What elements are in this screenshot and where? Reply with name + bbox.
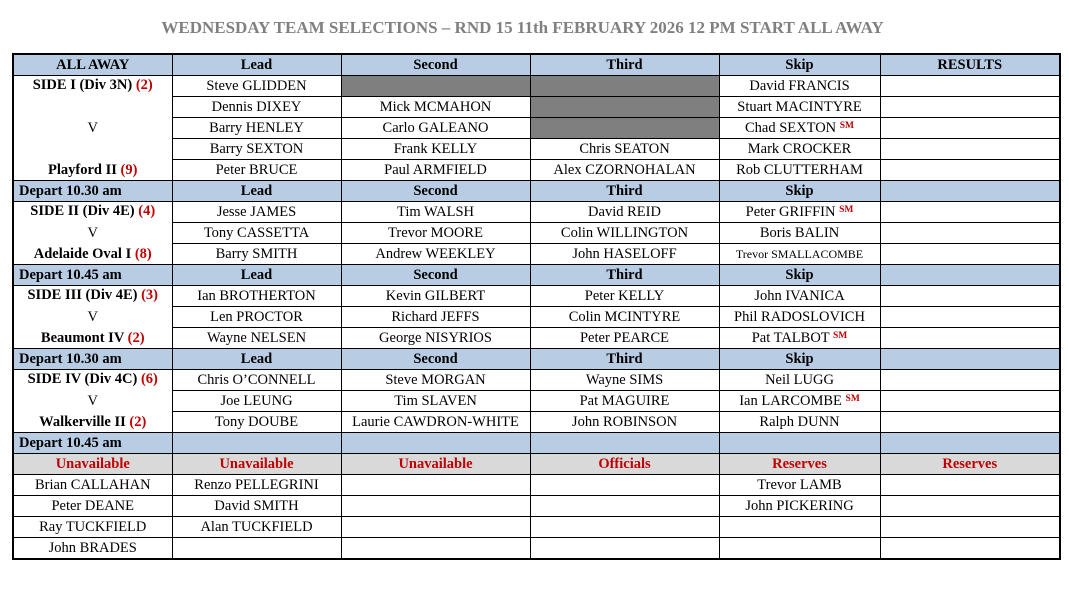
- skip-cell: [719, 76, 880, 97]
- second-cell: [341, 286, 530, 307]
- depart-time: Depart 10.45 am: [13, 433, 172, 454]
- depart-header-cell: [880, 265, 1060, 286]
- third-cell: [530, 307, 719, 328]
- second-cell: [341, 118, 530, 139]
- second-name: Laurie CAWDRON-WHITE: [352, 413, 519, 430]
- depart-row: [13, 265, 1060, 286]
- depart-header-cell: Lead: [172, 265, 341, 286]
- second-cell: [341, 244, 530, 265]
- availability-cell: Peter DEANE: [13, 496, 172, 517]
- versus-label: V: [87, 119, 98, 136]
- result-cell: [880, 370, 1060, 391]
- third-name: Peter KELLY: [584, 287, 665, 304]
- skip-cell: [719, 139, 880, 160]
- header-cell: Second: [341, 54, 530, 76]
- lead-cell: [172, 118, 341, 139]
- lead-cell: [172, 328, 341, 349]
- availability-cell: John BRADES: [13, 538, 172, 560]
- availability-cell: [341, 517, 530, 538]
- skip-name: Phil RADOSLOVICH: [734, 308, 865, 325]
- skip-name: Neil LUGG: [765, 371, 834, 388]
- availability-cell: [530, 475, 719, 496]
- lead-name: Joe LEUNG: [220, 392, 293, 409]
- second-cell: [341, 160, 530, 181]
- availability-cell: [341, 538, 530, 560]
- second-cell: [341, 391, 530, 412]
- skip-name: Stuart MACINTYRE: [737, 98, 862, 115]
- availability-header-cell: Reserves: [880, 454, 1060, 475]
- player-row: [13, 76, 1060, 97]
- second-cell: [341, 97, 530, 118]
- third-cell: [530, 391, 719, 412]
- second-cell: [341, 76, 530, 97]
- header-cell: ALL AWAY: [13, 54, 172, 76]
- team-selections-table: [12, 53, 1061, 560]
- skip-cell: [719, 307, 880, 328]
- skip-marker: SM: [839, 204, 854, 215]
- depart-header-cell: [880, 181, 1060, 202]
- availability-header-cell: Officials: [530, 454, 719, 475]
- header-cell: Lead: [172, 54, 341, 76]
- second-name: Paul ARMFIELD: [384, 161, 487, 178]
- second-name: Steve MORGAN: [385, 371, 486, 388]
- result-cell: [880, 160, 1060, 181]
- third-cell: [530, 76, 719, 97]
- availability-cell: [880, 538, 1060, 560]
- availability-header-row: [13, 454, 1060, 475]
- skip-name: Boris BALIN: [759, 224, 840, 241]
- player-row: [13, 286, 1060, 307]
- third-name: Colin WILLINGTON: [560, 224, 689, 241]
- third-name: Colin MCINTYRE: [568, 308, 681, 325]
- depart-row: [13, 181, 1060, 202]
- depart-header-cell: Second: [341, 349, 530, 370]
- third-cell: [530, 202, 719, 223]
- availability-cell: [341, 475, 530, 496]
- side-name: SIDE I (Div 3N): [32, 77, 133, 93]
- third-cell: [530, 244, 719, 265]
- result-cell: [880, 244, 1060, 265]
- skip-name: Peter GRIFFIN: [745, 203, 836, 220]
- depart-header-cell: [530, 433, 719, 454]
- availability-header-cell: Reserves: [719, 454, 880, 475]
- availability-cell: [530, 496, 719, 517]
- skip-cell: [719, 391, 880, 412]
- second-cell: [341, 328, 530, 349]
- skip-cell: [719, 370, 880, 391]
- depart-header-cell: Third: [530, 349, 719, 370]
- availability-row: [13, 475, 1060, 496]
- lead-name: Peter BRUCE: [215, 161, 298, 178]
- skip-marker: SM: [839, 120, 855, 131]
- availability-row: [13, 496, 1060, 517]
- result-cell: [880, 97, 1060, 118]
- third-name: John ROBINSON: [571, 413, 678, 430]
- result-cell: [880, 139, 1060, 160]
- lead-name: Barry SMITH: [215, 245, 298, 262]
- third-cell: [530, 160, 719, 181]
- third-name: Pat MAGUIRE: [579, 392, 670, 409]
- side-name: SIDE IV (Div 4C): [27, 371, 138, 387]
- availability-cell: [880, 517, 1060, 538]
- availability-cell: [530, 517, 719, 538]
- availability-cell: Alan TUCKFIELD: [172, 517, 341, 538]
- availability-cell: [341, 496, 530, 517]
- availability-cell: Ray TUCKFIELD: [13, 517, 172, 538]
- depart-header-cell: Skip: [719, 181, 880, 202]
- availability-cell: [880, 496, 1060, 517]
- result-cell: [880, 307, 1060, 328]
- lead-name: Len PROCTOR: [210, 308, 303, 325]
- availability-cell: [719, 538, 880, 560]
- side-cell: [13, 370, 172, 433]
- opponent-score: (2): [127, 330, 145, 346]
- header-cell: Third: [530, 54, 719, 76]
- depart-header-cell: Second: [341, 181, 530, 202]
- availability-cell: [530, 538, 719, 560]
- side-name: SIDE II (Div 4E): [30, 203, 135, 219]
- third-name: Peter PEARCE: [579, 329, 669, 346]
- skip-name: Chad SEXTON: [744, 119, 837, 136]
- result-cell: [880, 118, 1060, 139]
- skip-name: Ralph DUNN: [759, 413, 840, 430]
- result-cell: [880, 412, 1060, 433]
- opponent-score: (8): [134, 246, 152, 262]
- second-cell: [341, 223, 530, 244]
- second-name: Mick MCMAHON: [379, 98, 492, 115]
- second-cell: [341, 370, 530, 391]
- availability-cell: John PICKERING: [719, 496, 880, 517]
- depart-header-cell: [880, 349, 1060, 370]
- depart-header-cell: Lead: [172, 181, 341, 202]
- second-name: Tim SLAVEN: [394, 392, 477, 409]
- result-cell: [880, 202, 1060, 223]
- opponent-name: Adelaide Oval I: [33, 246, 132, 262]
- second-name: Carlo GALEANO: [382, 119, 489, 136]
- third-name: Wayne SIMS: [585, 371, 664, 388]
- skip-cell: [719, 118, 880, 139]
- skip-name: Mark CROCKER: [747, 140, 852, 157]
- opponent-name: Walkerville II: [39, 414, 126, 430]
- third-cell: [530, 286, 719, 307]
- side-cell: [13, 76, 172, 181]
- third-cell: [530, 97, 719, 118]
- skip-cell: [719, 328, 880, 349]
- lead-cell: [172, 307, 341, 328]
- second-name: Tim WALSH: [397, 203, 474, 220]
- depart-header-cell: [172, 433, 341, 454]
- result-cell: [880, 286, 1060, 307]
- table-header-row: [13, 54, 1060, 76]
- availability-cell: [880, 475, 1060, 496]
- lead-name: Wayne NELSEN: [206, 329, 307, 346]
- skip-marker: SM: [833, 330, 848, 341]
- second-name: Trevor MOORE: [388, 224, 483, 241]
- skip-cell: [719, 160, 880, 181]
- lead-name: Chris O’CONNELL: [197, 371, 316, 388]
- availability-header-cell: Unavailable: [172, 454, 341, 475]
- page-title: WEDNESDAY TEAM SELECTIONS – RND 15 11th FEBRUARY 2026 12 PM START ALL AWAY: [161, 18, 884, 37]
- third-cell: [530, 223, 719, 244]
- second-cell: [341, 412, 530, 433]
- availability-row: [13, 517, 1060, 538]
- result-cell: [880, 391, 1060, 412]
- skip-name: Rob CLUTTERHAM: [736, 161, 863, 178]
- depart-row: [13, 433, 1060, 454]
- opponent-score: (2): [129, 414, 147, 430]
- second-name: Kevin GILBERT: [385, 287, 486, 304]
- third-name: David REID: [588, 203, 661, 220]
- third-cell: [530, 412, 719, 433]
- lead-cell: [172, 286, 341, 307]
- side-score: (4): [138, 203, 156, 219]
- versus-label: V: [87, 392, 98, 409]
- third-cell: [530, 139, 719, 160]
- lead-cell: [172, 391, 341, 412]
- versus-label: V: [87, 224, 98, 241]
- availability-cell: Trevor LAMB: [719, 475, 880, 496]
- depart-header-cell: [719, 433, 880, 454]
- skip-name: John IVANICA: [754, 287, 845, 304]
- depart-header-cell: Lead: [172, 349, 341, 370]
- lead-cell: [172, 202, 341, 223]
- player-row: [13, 202, 1060, 223]
- lead-name: Barry HENLEY: [209, 119, 304, 136]
- side-cell: [13, 286, 172, 349]
- lead-name: Tony DOUBE: [214, 413, 299, 430]
- skip-cell: [719, 97, 880, 118]
- availability-cell: [172, 538, 341, 560]
- lead-cell: [172, 244, 341, 265]
- depart-header-cell: Second: [341, 265, 530, 286]
- side-cell: [13, 202, 172, 265]
- versus-label: V: [87, 308, 98, 325]
- skip-name: Trevor SMALLACOMBE: [735, 246, 864, 261]
- third-name: John HASELOFF: [572, 245, 677, 262]
- availability-cell: [719, 517, 880, 538]
- lead-name: Steve GLIDDEN: [206, 77, 307, 94]
- lead-cell: [172, 223, 341, 244]
- lead-cell: [172, 370, 341, 391]
- result-cell: [880, 328, 1060, 349]
- lead-cell: [172, 139, 341, 160]
- opponent-name: Beaumont IV: [40, 330, 125, 346]
- skip-name: Ian LARCOMBE: [739, 392, 842, 409]
- depart-time: Depart 10.30 am: [13, 349, 172, 370]
- depart-time: Depart 10.45 am: [13, 265, 172, 286]
- availability-header-cell: Unavailable: [341, 454, 530, 475]
- depart-header-cell: Third: [530, 181, 719, 202]
- depart-row: [13, 349, 1060, 370]
- opponent-name: Playford II: [48, 162, 117, 178]
- lead-cell: [172, 160, 341, 181]
- player-row: [13, 370, 1060, 391]
- skip-name: David FRANCIS: [749, 77, 850, 94]
- depart-header-cell: [341, 433, 530, 454]
- second-cell: [341, 202, 530, 223]
- depart-header-cell: Third: [530, 265, 719, 286]
- lead-cell: [172, 76, 341, 97]
- side-score: (2): [135, 77, 153, 93]
- depart-header-cell: Skip: [719, 265, 880, 286]
- skip-cell: [719, 244, 880, 265]
- third-name: Alex CZORNOHALAN: [553, 161, 696, 178]
- second-name: Andrew WEEKLEY: [375, 245, 496, 262]
- third-cell: [530, 370, 719, 391]
- lead-name: Ian BROTHERTON: [197, 287, 316, 304]
- skip-cell: [719, 412, 880, 433]
- third-name: Chris SEATON: [579, 140, 670, 157]
- second-cell: [341, 307, 530, 328]
- skip-cell: [719, 223, 880, 244]
- depart-header-cell: Skip: [719, 349, 880, 370]
- depart-header-cell: [880, 433, 1060, 454]
- availability-row: [13, 538, 1060, 560]
- lead-name: Jesse JAMES: [216, 203, 297, 220]
- lead-name: Dennis DIXEY: [211, 98, 302, 115]
- depart-time: Depart 10.30 am: [13, 181, 172, 202]
- availability-header-cell: Unavailable: [13, 454, 172, 475]
- skip-name: Pat TALBOT: [751, 329, 830, 346]
- availability-cell: David SMITH: [172, 496, 341, 517]
- opponent-score: (9): [120, 162, 138, 178]
- lead-name: Barry SEXTON: [209, 140, 304, 157]
- lead-cell: [172, 412, 341, 433]
- availability-cell: Brian CALLAHAN: [13, 475, 172, 496]
- result-cell: [880, 223, 1060, 244]
- skip-marker: SM: [845, 393, 860, 404]
- third-cell: [530, 118, 719, 139]
- result-cell: [880, 76, 1060, 97]
- skip-cell: [719, 286, 880, 307]
- second-name: George NISYRIOS: [379, 329, 492, 346]
- second-name: Richard JEFFS: [391, 308, 480, 325]
- lead-name: Tony CASSETTA: [203, 224, 310, 241]
- side-score: (6): [140, 371, 158, 387]
- header-cell: Skip: [719, 54, 880, 76]
- side-name: SIDE III (Div 4E): [27, 287, 138, 303]
- availability-cell: Renzo PELLEGRINI: [172, 475, 341, 496]
- side-score: (3): [141, 287, 159, 303]
- second-name: Frank KELLY: [393, 140, 478, 157]
- lead-cell: [172, 97, 341, 118]
- second-cell: [341, 139, 530, 160]
- third-cell: [530, 328, 719, 349]
- skip-cell: [719, 202, 880, 223]
- header-cell: RESULTS: [880, 54, 1060, 76]
